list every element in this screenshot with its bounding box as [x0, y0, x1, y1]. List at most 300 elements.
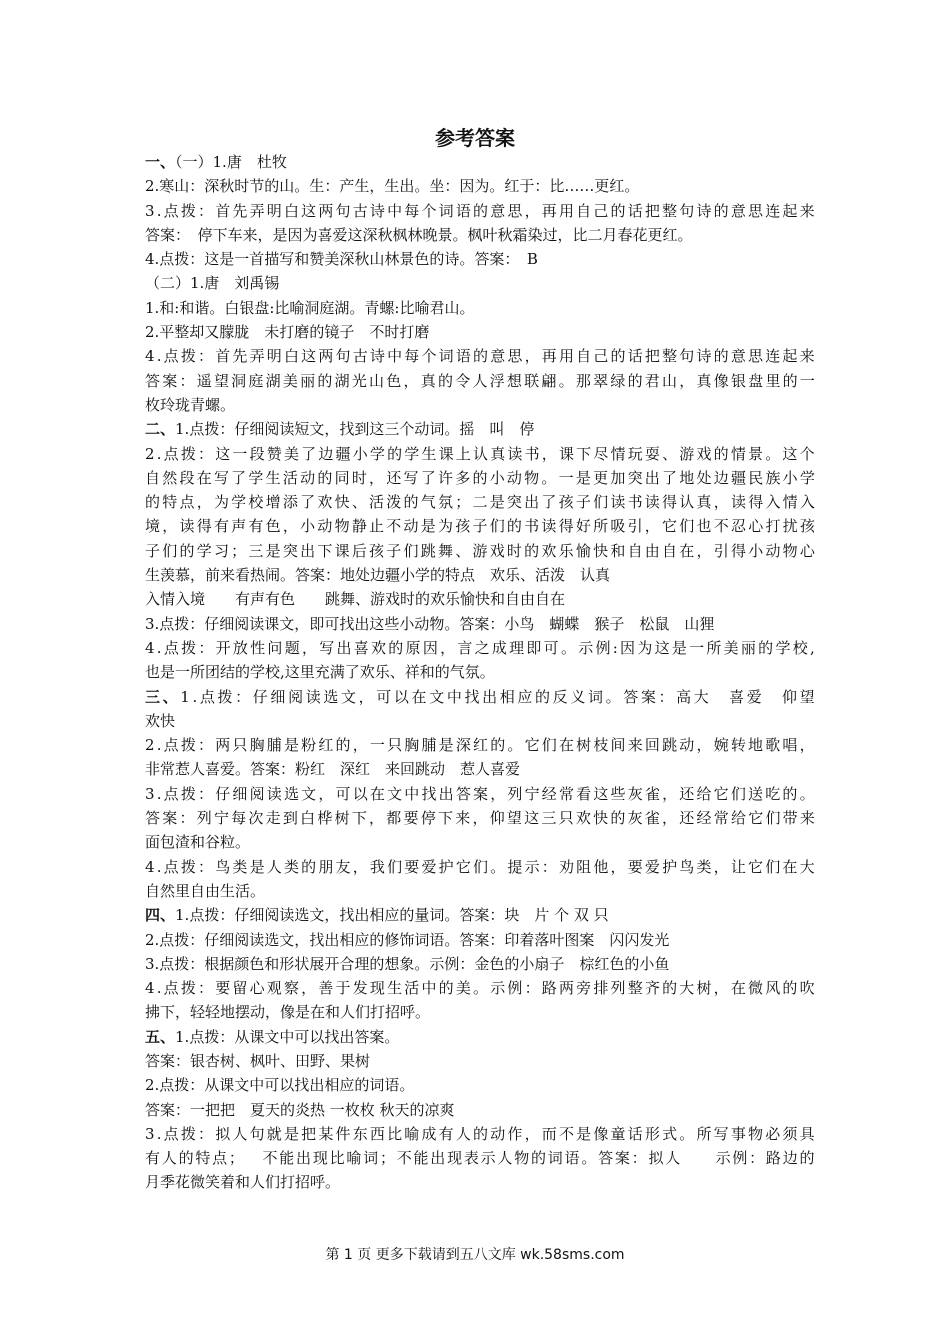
- char: 只: [387, 736, 403, 755]
- char: 点: [163, 736, 179, 755]
- char: 吸: [610, 517, 626, 536]
- char: 只: [558, 809, 574, 828]
- char: 为: [213, 493, 229, 512]
- char: ，: [524, 347, 540, 366]
- char: 文: [429, 687, 445, 706]
- char: 美: [723, 638, 739, 657]
- char: 它: [455, 857, 471, 876]
- char: 的: [758, 638, 774, 657]
- char: 出: [296, 1149, 312, 1168]
- char: 拨: [180, 979, 196, 998]
- char: 书: [524, 517, 540, 536]
- char: 是: [265, 541, 281, 560]
- line-text: 3.点拨：根据颜色和形状展开合理的想象。示例：金色的小扇子 棕红色的小鱼: [145, 954, 670, 973]
- char: 境: [145, 517, 161, 536]
- char: 个: [421, 201, 437, 220]
- char: 。: [581, 1149, 597, 1168]
- char: 西: [369, 1124, 385, 1143]
- char: 真: [490, 444, 506, 463]
- char: 习: [213, 541, 229, 560]
- text-line: [145, 636, 815, 660]
- char: 的: [530, 1149, 546, 1168]
- char: 在: [369, 784, 385, 803]
- char: 特: [162, 493, 178, 512]
- char: 像: [593, 1124, 609, 1143]
- char: 只: [232, 736, 248, 755]
- char: 话: [627, 347, 643, 366]
- char: 再: [541, 347, 557, 366]
- line-text: 1.点拨：仔细阅读短文，找到这三个动词。摇 叫 停: [175, 420, 535, 439]
- char: 红: [473, 736, 489, 755]
- char: 们: [730, 784, 746, 803]
- char: 读: [610, 493, 626, 512]
- char: 山: [369, 371, 385, 390]
- text-line: [145, 271, 815, 295]
- char: ，: [696, 736, 712, 755]
- char: ，: [490, 784, 506, 803]
- char: 浮: [489, 371, 505, 390]
- char: 活: [404, 979, 420, 998]
- char: 读: [507, 444, 523, 463]
- text-line: [145, 855, 815, 879]
- char: 引: [627, 517, 643, 536]
- char: [682, 1146, 697, 1170]
- char: ；: [231, 541, 247, 560]
- char: 须: [782, 1124, 798, 1143]
- char: 下: [437, 809, 453, 828]
- char: 活: [282, 468, 298, 487]
- char: 所: [593, 517, 609, 536]
- char: 想: [506, 371, 522, 390]
- char: 人: [161, 1149, 177, 1168]
- char: 胸: [249, 736, 265, 755]
- char: 动: [506, 468, 522, 487]
- char: 示: [524, 857, 540, 876]
- char: 学: [369, 444, 385, 463]
- char: 是: [575, 468, 591, 487]
- char: 气: [420, 493, 436, 512]
- char: 许: [437, 468, 453, 487]
- char: .: [156, 1124, 162, 1143]
- text-line: [145, 612, 815, 636]
- char: 拨: [180, 201, 196, 220]
- line-text: 答案：银杏树、枫叶、田野、果树: [145, 1051, 371, 1070]
- char: 灰: [627, 784, 643, 803]
- text-line: [145, 976, 815, 1000]
- char: 语: [564, 1149, 580, 1168]
- char: 排: [593, 979, 609, 998]
- char: 歌: [765, 736, 781, 755]
- char: 旁: [576, 979, 592, 998]
- char: 增: [265, 493, 281, 512]
- line-text: 也是一所团结的学校,这里充满了欢乐、祥和的气氛。: [145, 663, 495, 682]
- char: 题: [284, 638, 300, 657]
- char: 们: [489, 517, 505, 536]
- section-line: [145, 685, 815, 709]
- char: 粉: [301, 736, 317, 755]
- char: 跳: [662, 736, 678, 755]
- char: 意: [730, 347, 746, 366]
- line-text: 生羡慕，前来看热闹。答案：地处边疆小学的特点 欢乐、活泼 认真: [145, 566, 611, 585]
- char: .: [156, 857, 162, 876]
- text-line: [145, 1146, 815, 1170]
- char: 之: [474, 638, 490, 657]
- char: 类: [696, 857, 712, 876]
- char: 自: [145, 468, 161, 487]
- char: 带: [782, 809, 798, 828]
- char: ：: [198, 857, 214, 876]
- char: 到: [282, 809, 298, 828]
- char: 两: [318, 347, 334, 366]
- char: 有: [145, 1149, 161, 1168]
- char: 词: [438, 347, 454, 366]
- char: 3: [145, 201, 155, 220]
- char: 加: [610, 468, 626, 487]
- char: 的: [438, 979, 454, 998]
- char: 课: [334, 541, 350, 560]
- char: 景: [748, 444, 764, 463]
- char: 心: [799, 541, 815, 560]
- char: 常: [713, 809, 729, 828]
- char: 经: [541, 784, 557, 803]
- char: 湖: [265, 371, 281, 390]
- char: 意: [490, 347, 506, 366]
- char: 弄: [249, 201, 265, 220]
- char: 这: [301, 201, 317, 220]
- char: 4: [145, 979, 155, 998]
- char: 由: [644, 541, 660, 560]
- char: 欢: [541, 541, 557, 560]
- char: 的: [403, 493, 419, 512]
- char: 是: [283, 736, 299, 755]
- char: 的: [317, 371, 333, 390]
- char: 东: [352, 1124, 368, 1143]
- char: 读: [730, 493, 746, 512]
- char: 绿: [610, 371, 626, 390]
- char: 庭: [248, 371, 264, 390]
- text-line: [145, 1049, 815, 1073]
- char: 子: [386, 541, 402, 560]
- char: 列: [507, 784, 523, 803]
- char: 相: [499, 687, 515, 706]
- char: 一: [689, 638, 705, 657]
- char: 的: [610, 809, 626, 828]
- char: 色: [265, 517, 281, 536]
- text-line: [145, 344, 815, 368]
- char: 不: [396, 1149, 412, 1168]
- line-text: 2.平整却又朦胧 未打磨的镜子 不时打磨: [145, 323, 430, 342]
- char: 、: [662, 444, 678, 463]
- char: 人: [266, 857, 282, 876]
- char: 丽: [740, 638, 756, 657]
- char: 3: [145, 784, 155, 803]
- char: 望: [799, 687, 815, 706]
- char: 案: [473, 784, 489, 803]
- char: 的: [535, 687, 551, 706]
- char: 学: [799, 468, 815, 487]
- char: ，: [610, 857, 626, 876]
- char: 校: [248, 493, 264, 512]
- char: 突: [506, 493, 522, 512]
- char: 欢: [575, 809, 591, 828]
- line-text: （二）1.唐 刘禹锡: [145, 274, 280, 293]
- text-line: [145, 393, 815, 417]
- text-line: [145, 539, 815, 563]
- char: 一: [369, 736, 385, 755]
- char: 自: [576, 201, 592, 220]
- char: 胸: [404, 736, 420, 755]
- char: 阻: [576, 857, 592, 876]
- char: 成: [491, 638, 507, 657]
- char: ：: [198, 1124, 214, 1143]
- char: 一: [558, 468, 574, 487]
- char: .: [156, 201, 162, 220]
- char: 的: [301, 857, 317, 876]
- char: 子: [575, 493, 591, 512]
- char: 案: [162, 809, 178, 828]
- char: 次: [248, 809, 264, 828]
- char: ；: [379, 1149, 395, 1168]
- char: 答: [145, 809, 161, 828]
- text-line: [145, 879, 815, 903]
- char: 是: [438, 736, 454, 755]
- char: 小: [748, 541, 764, 560]
- line-text: 1.点拨：仔细阅读选文，找出相应的量词。答案：块 片 个 双 只: [175, 906, 609, 925]
- text-line: [145, 928, 815, 952]
- char: 以: [352, 784, 368, 803]
- char: 现: [312, 1149, 328, 1168]
- char: ，: [644, 517, 660, 536]
- char: 拨: [180, 784, 196, 803]
- char: 物: [748, 1124, 764, 1143]
- char: 示: [490, 979, 506, 998]
- line-text: 枚玲珑青螺。: [145, 395, 236, 414]
- char: 书: [627, 493, 643, 512]
- char: 忍: [730, 517, 746, 536]
- char: ：: [198, 444, 214, 463]
- text-line: [145, 442, 815, 466]
- char: 下: [351, 809, 367, 828]
- char: 的: [799, 1149, 815, 1168]
- char: 写: [213, 468, 229, 487]
- char: 光: [351, 371, 367, 390]
- char: 们: [387, 857, 403, 876]
- char: 红: [318, 736, 334, 755]
- char: 三: [541, 809, 557, 828]
- char: 2: [145, 736, 155, 755]
- char: 点: [199, 687, 215, 706]
- char: 话: [627, 1124, 643, 1143]
- char: 微: [748, 979, 764, 998]
- text-line: [145, 1098, 815, 1122]
- char: 情: [782, 493, 798, 512]
- char: 观: [266, 979, 282, 998]
- char: 要: [403, 809, 419, 828]
- section-heading: 四、: [145, 906, 176, 925]
- char: 词: [438, 201, 454, 220]
- char: 给: [696, 784, 712, 803]
- char: 游: [472, 541, 488, 560]
- char: 起: [782, 201, 798, 220]
- char: 古: [352, 347, 368, 366]
- char: 心: [249, 979, 265, 998]
- char: 就: [266, 1124, 282, 1143]
- char: 然: [162, 468, 178, 487]
- char: 得: [196, 517, 212, 536]
- char: 的: [627, 371, 643, 390]
- char: ，: [352, 736, 368, 755]
- char: 能: [413, 1149, 429, 1168]
- char: 回: [644, 736, 660, 755]
- char: 动: [300, 468, 316, 487]
- char: 两: [558, 979, 574, 998]
- char: 所: [696, 1124, 712, 1143]
- char: 来: [799, 347, 815, 366]
- char: 喜: [729, 687, 745, 706]
- char: ，: [358, 687, 374, 706]
- char: ，: [799, 736, 815, 755]
- char: 自: [627, 541, 643, 560]
- char: 的: [388, 638, 404, 657]
- char: 。: [507, 736, 523, 755]
- char: 的: [473, 201, 489, 220]
- char: 高: [676, 687, 692, 706]
- char: 出: [644, 468, 660, 487]
- char: 诗: [696, 347, 712, 366]
- char: [699, 1146, 714, 1170]
- char: ，: [713, 979, 729, 998]
- char: 物: [524, 468, 540, 487]
- char: 欢: [317, 493, 333, 512]
- char: 提: [507, 857, 523, 876]
- char: 的: [179, 541, 195, 560]
- char: 大: [679, 979, 695, 998]
- char: 具: [799, 1124, 815, 1143]
- char: 现: [369, 979, 385, 998]
- char: 动: [317, 517, 333, 536]
- char: ：: [541, 857, 557, 876]
- char: 出: [430, 1149, 446, 1168]
- section-line: [145, 1025, 815, 1049]
- char: 深: [455, 736, 471, 755]
- char: 护: [438, 857, 454, 876]
- char: 更: [593, 468, 609, 487]
- char: 整: [627, 979, 643, 998]
- char: 点: [163, 347, 179, 366]
- char: 都: [386, 809, 402, 828]
- char: 中: [404, 784, 420, 803]
- char: .: [156, 736, 162, 755]
- char: 树: [696, 979, 712, 998]
- text-line: [145, 1122, 815, 1146]
- char: 可: [376, 687, 392, 706]
- char: 要: [627, 857, 643, 876]
- char: 遥: [196, 371, 212, 390]
- char: 这: [524, 809, 540, 828]
- char: 4: [145, 857, 155, 876]
- char: 、: [162, 687, 178, 706]
- char: 翠: [593, 371, 609, 390]
- char: 的: [782, 371, 798, 390]
- char: 拨: [217, 687, 233, 706]
- text-line: [145, 806, 815, 830]
- char: 是: [671, 638, 687, 657]
- char: 点: [212, 1149, 228, 1168]
- char: 句: [679, 347, 695, 366]
- char: 得: [662, 493, 678, 512]
- char: 案: [614, 1149, 630, 1168]
- char: 的: [713, 201, 729, 220]
- char: 快: [334, 493, 350, 512]
- char: 雀: [644, 784, 660, 803]
- char: 动: [490, 1124, 506, 1143]
- char: 爱: [644, 857, 660, 876]
- char: 还: [679, 784, 695, 803]
- char: 上: [455, 444, 471, 463]
- text-line: [145, 709, 815, 733]
- char: ：: [179, 371, 195, 390]
- char: ，: [524, 1124, 540, 1143]
- char: .: [156, 444, 162, 463]
- char: 点: [163, 201, 179, 220]
- char: 找: [421, 784, 437, 803]
- char: 中: [421, 979, 437, 998]
- char: ；: [455, 493, 471, 512]
- char: 和: [610, 541, 626, 560]
- char: 的: [782, 784, 798, 803]
- char: 自: [662, 541, 678, 560]
- line-text: 3.点拨：仔细阅读课文，即可找出这些小动物。答案：小鸟 蝴蝶 猴子 松鼠 山狸: [145, 614, 715, 633]
- char: 也: [696, 517, 712, 536]
- char: 不: [713, 517, 729, 536]
- page-title: 参考答案: [435, 126, 515, 150]
- char: 能: [279, 1149, 295, 1168]
- char: 。: [799, 784, 815, 803]
- char: 性: [250, 638, 266, 657]
- char: 。: [490, 857, 506, 876]
- char: 案: [640, 687, 656, 706]
- char: 仰: [489, 809, 505, 828]
- char: 把: [301, 1124, 317, 1143]
- char: 添: [282, 493, 298, 512]
- char: 边: [782, 1149, 798, 1168]
- char: 两: [318, 201, 334, 220]
- char: 的: [317, 468, 333, 487]
- char: 句: [335, 347, 351, 366]
- char: 美: [282, 371, 298, 390]
- char: 先: [232, 201, 248, 220]
- char: 段: [179, 468, 195, 487]
- line-text: 入情入境 有声有色 跳舞、游戏时的欢乐愉快和自由自在: [145, 590, 566, 609]
- char: 来: [455, 809, 471, 828]
- char: 里: [765, 371, 781, 390]
- char: [711, 685, 726, 709]
- char: 边: [713, 468, 729, 487]
- char: 动: [679, 736, 695, 755]
- char: 边: [318, 444, 334, 463]
- char: 宁: [524, 784, 540, 803]
- text-line: [145, 174, 815, 198]
- char: 在: [558, 736, 574, 755]
- char: 、: [351, 493, 367, 512]
- line-text: 2.点拨：从课文中可以找出相应的词语。: [145, 1076, 415, 1095]
- char: 愉: [575, 541, 591, 560]
- char: 鸟: [679, 857, 695, 876]
- char: 这: [593, 784, 609, 803]
- char: 出: [300, 541, 316, 560]
- char: 婉: [713, 736, 729, 755]
- line-text: 欢快: [145, 711, 176, 730]
